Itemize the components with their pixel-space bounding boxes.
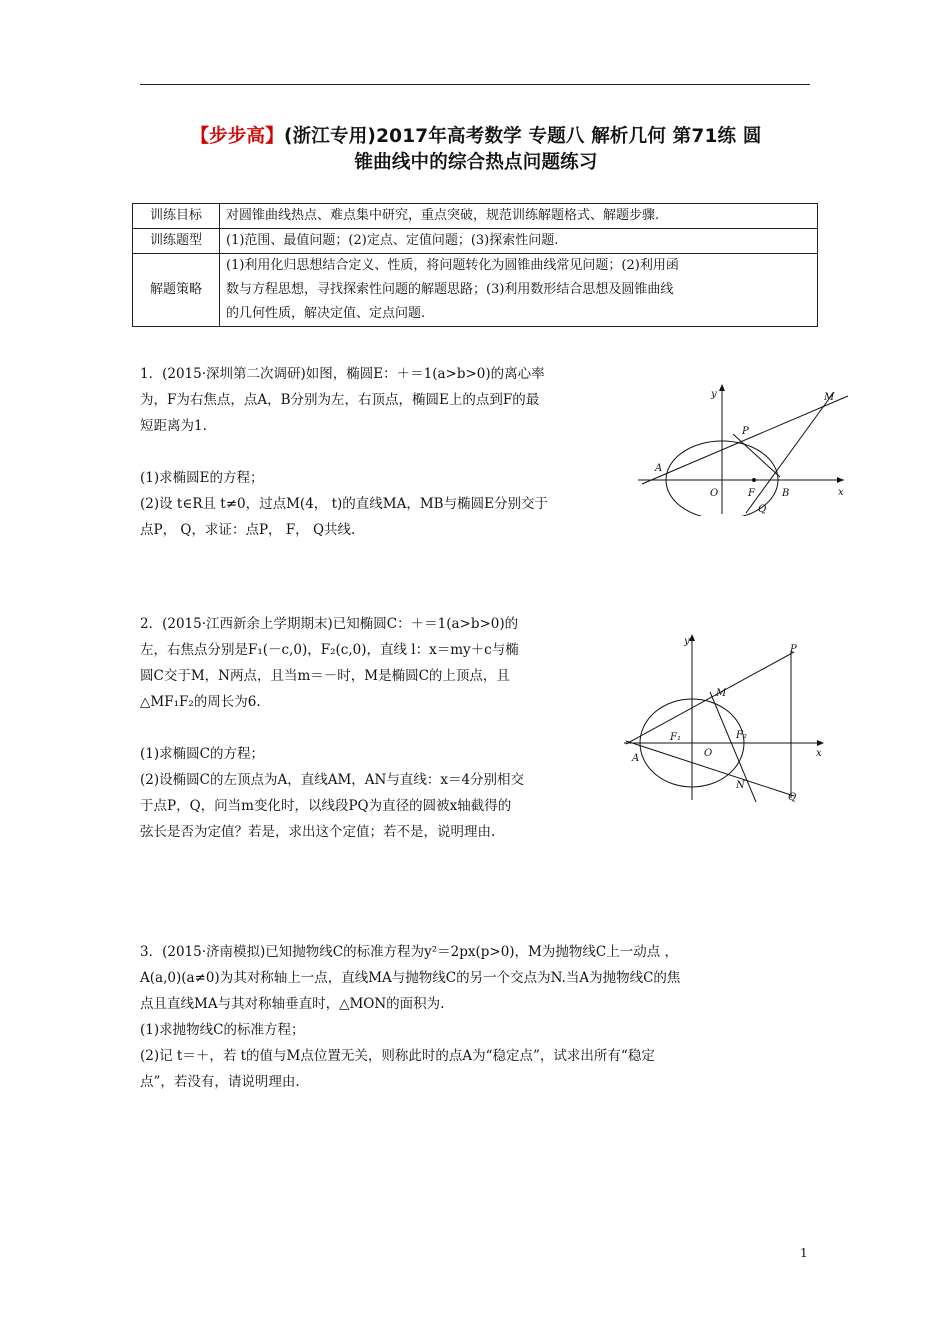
problem-line: A(a,0)(a≠0)为其对称轴上一点，直线MA与抛物线C的另一个交点为N.当A为抛物线C的焦	[140, 970, 681, 986]
problem-3	[140, 939, 820, 1095]
line-pq	[733, 434, 780, 477]
problem-line: (1)求抛物线C的标准方程；	[140, 1022, 305, 1038]
problem-line: 1．(2015·深圳第二次调研)如图，椭圆E：＋＝1(a>b>0)的离心率	[140, 366, 545, 382]
label-x: x	[838, 487, 844, 498]
label-a: A	[655, 463, 663, 474]
table-key: 训练题型	[133, 229, 220, 254]
line-ap	[626, 652, 794, 744]
problem-1	[140, 361, 628, 543]
title-brand: 【步步高】	[190, 126, 284, 147]
problem-line: (1)求椭圆E的方程；	[140, 470, 264, 486]
label-f1: F₁	[670, 732, 681, 743]
table-row	[133, 204, 818, 229]
label-q: Q	[758, 504, 767, 515]
table-line: 数与方程思想，寻找探索性问题的解题思路；(3)利用数形结合思想及圆锥曲线	[226, 282, 674, 297]
label-b: B	[782, 488, 790, 499]
problem-line: 点且直线MA与其对称轴垂直时，△MON的面积为.	[140, 996, 445, 1012]
label-n: N	[736, 780, 745, 791]
problem-2	[140, 611, 610, 845]
page-title	[118, 124, 834, 176]
label-m: M	[716, 688, 727, 699]
ellipse-figure-1	[638, 378, 850, 516]
problem-line: (1)求椭圆C的方程；	[140, 746, 264, 762]
label-y: y	[684, 636, 690, 647]
table-value	[220, 254, 818, 327]
label-m: M	[824, 392, 835, 403]
problem-line: 弦长是否为定值？若是，求出这个定值；若不是，说明理由.	[140, 824, 496, 840]
label-p: P	[742, 426, 749, 437]
table-value	[220, 204, 818, 229]
problem-line: 3．(2015·济南模拟)已知抛物线C的标准方程为y²＝2px(p>0)，M为抛物线C上一动点 ，	[140, 944, 679, 960]
problem-line: 点”，若没有，请说明理由.	[140, 1074, 300, 1090]
label-f2: F₂	[736, 730, 747, 741]
problem-line: (2)设椭圆C的左顶点为A，直线AM，AN与直线：x＝4分别相交	[140, 772, 525, 788]
table-key: 训练目标	[133, 204, 220, 229]
table-row	[133, 229, 818, 254]
table-line: (1)范围、最值问题；(2)定点、定值问题；(3)探索性问题.	[226, 233, 559, 248]
label-p: P	[790, 644, 797, 655]
table-key: 解题策略	[133, 254, 220, 327]
problem-line: 于点P，Q，问当m变化时，以线段PQ为直径的圆被x轴截得的	[140, 798, 512, 814]
label-q: Q	[788, 792, 797, 802]
label-a: A	[632, 753, 640, 764]
title-line1: (浙江专用)2017年高考数学 专题八 解析几何 第71练 圆	[283, 126, 762, 147]
line-ma	[642, 396, 848, 484]
training-info-table	[132, 203, 818, 327]
label-x: x	[816, 748, 822, 759]
focus-point	[752, 478, 756, 482]
problem-line: 2．(2015·江西新余上学期期末)已知椭圆C：＋＝1(a>b>0)的	[140, 616, 519, 632]
label-o: O	[710, 488, 719, 499]
problem-line: 圆C交于M，N两点，且当m＝－时，M是椭圆C的上顶点，且	[140, 668, 510, 684]
table-line: (1)利用化归思想结合定义、性质，将问题转化为圆锥曲线常见问题；(2)利用函	[226, 258, 679, 273]
problem-line: 点P， Q，求证：点P， F， Q共线.	[140, 522, 356, 538]
problem-line: (2)设 t∈R且 t≠0，过点M(4， t)的直线MA，MB与椭圆E分别交于	[140, 496, 548, 512]
table-line: 对圆锥曲线热点、难点集中研究，重点突破，规范训练解题格式、解题步骤.	[226, 208, 660, 223]
label-y: y	[711, 389, 717, 400]
table-line: 的几何性质，解决定值、定点问题.	[226, 306, 426, 321]
table-row	[133, 254, 818, 327]
problem-line: △MF₁F₂的周长为6.	[140, 694, 261, 710]
header-rule	[140, 84, 810, 85]
ellipse-figure-2	[622, 630, 828, 802]
problem-line: 为，F为右焦点，点A，B分别为左，右顶点，椭圆E上的点到F的最	[140, 392, 540, 408]
label-o: O	[704, 748, 713, 759]
problem-line: 左，右焦点分别是F₁(－c,0)，F₂(c,0)，直线 l：x＝my＋c与椭	[140, 642, 519, 658]
problem-line: 短距离为1.	[140, 418, 207, 434]
page-number: 1	[800, 1246, 808, 1260]
label-f: F	[748, 488, 755, 499]
title-line2: 锥曲线中的综合热点问题练习	[354, 152, 598, 173]
problem-line	[140, 439, 628, 465]
problem-line: (2)记 t＝＋，若 t的值与M点位置无关，则称此时的点A为“稳定点”，试求出所有“稳定	[140, 1048, 655, 1064]
table-value	[220, 229, 818, 254]
problem-line	[140, 715, 610, 741]
line-l	[710, 692, 756, 802]
line-mb	[746, 392, 834, 513]
